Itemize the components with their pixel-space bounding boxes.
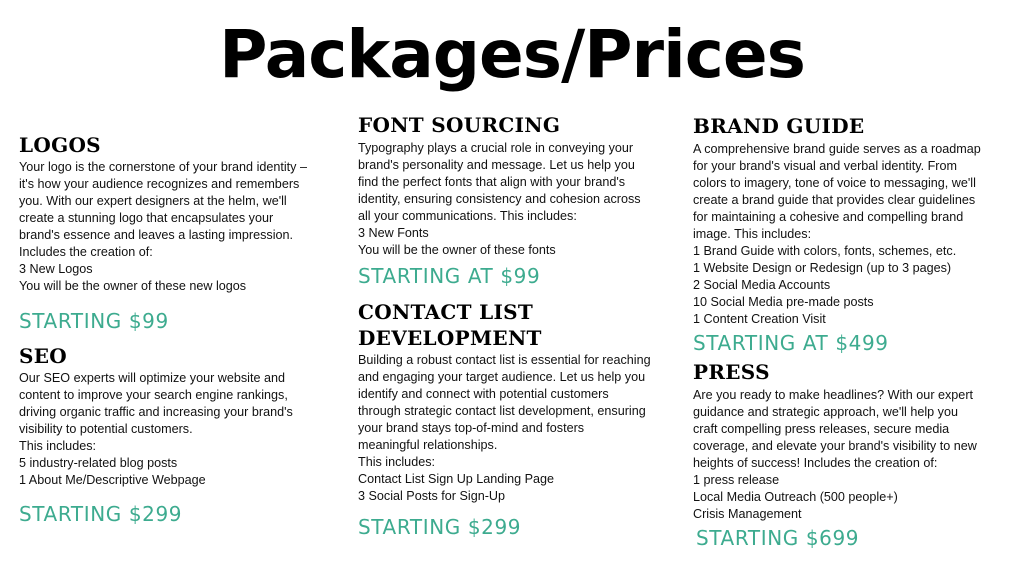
seo-description: Our SEO experts will optimize your website and content to improve your search engine rankings, driving organic traffic and increasing your brand's visibility to potential customers. This includes: 5 industry-related blog posts 1 About Me/Descriptive Webpage [19, 371, 293, 487]
logos-description: Your logo is the cornerstone of your brand identity – it's how your audience recognizes and remembers you. With our expert designers at the helm, we'll create a stunning logo that encapsulates your brand's essence and leaves a lasting impression. Includes the creation of: 3 New Logos You will be the owner of these new logos [19, 160, 307, 293]
seo-heading: SEO [19, 344, 68, 368]
seo-section [19, 345, 349, 526]
logos-heading: LOGOS [19, 133, 101, 157]
font-sourcing-heading: FONT SOURCING [358, 113, 561, 137]
brand-guide-heading: BRAND GUIDE [693, 114, 865, 138]
brand-guide-price: STARTING AT $499 [693, 331, 889, 355]
page-title: Packages/Prices [219, 16, 805, 93]
contact-list-description: Building a robust contact list is essential for reaching and engaging your target audience. Let us help you identify and connect with potential customers through strategic contact list development, ensuring your brand stays top-of-mind and fosters meaningful relationships. This includes: Contact List Sign Up Landing Page 3 Social Posts for Sign-Up [358, 353, 651, 503]
logos-price: STARTING $99 [19, 309, 169, 333]
logos-section [19, 134, 349, 333]
font-sourcing-description: Typography plays a crucial role in conveying your brand's personality and message. Let us help you find the perfect fonts that align with your brand's identity, ensuring consistency and cohesion across all your communications. This includes: 3 New Fonts You will be the owner of these fonts [358, 141, 641, 257]
contact-list-price: STARTING $299 [358, 515, 522, 539]
contact-list-section [358, 299, 688, 539]
press-heading: PRESS [693, 360, 770, 384]
press-price: STARTING $699 [696, 526, 860, 550]
press-description: Are you ready to make headlines? With our expert guidance and strategic approach, we'll help you craft compelling press releases, secure media coverage, and elevate your brand's visibility to new heights of success! Includes the creation of: 1 press release Local Media Outreach (500 people+) Crisis Management [693, 388, 977, 521]
font-sourcing-price: STARTING AT $99 [358, 264, 541, 288]
press-section [693, 361, 1018, 550]
brand-guide-description: A comprehensive brand guide serves as a roadmap for your brand's visual and verbal identity. From colors to imagery, tone of voice to messaging, we'll create a brand guide that provides clear guidelines for maintaining a cohesive and compelling brand image. This includes: 1 Brand Guide with colors, fonts, schemes, etc. 1 Website Design or Redesign (up to 3 pages) 2 Social Media Accounts 10 Social Media pre-made posts 1 Content Creation Visit [693, 142, 981, 326]
contact-list-heading: CONTACT LIST DEVELOPMENT [358, 300, 542, 350]
seo-price: STARTING $299 [19, 502, 183, 526]
font-sourcing-section [358, 114, 688, 288]
brand-guide-section [693, 115, 1018, 355]
